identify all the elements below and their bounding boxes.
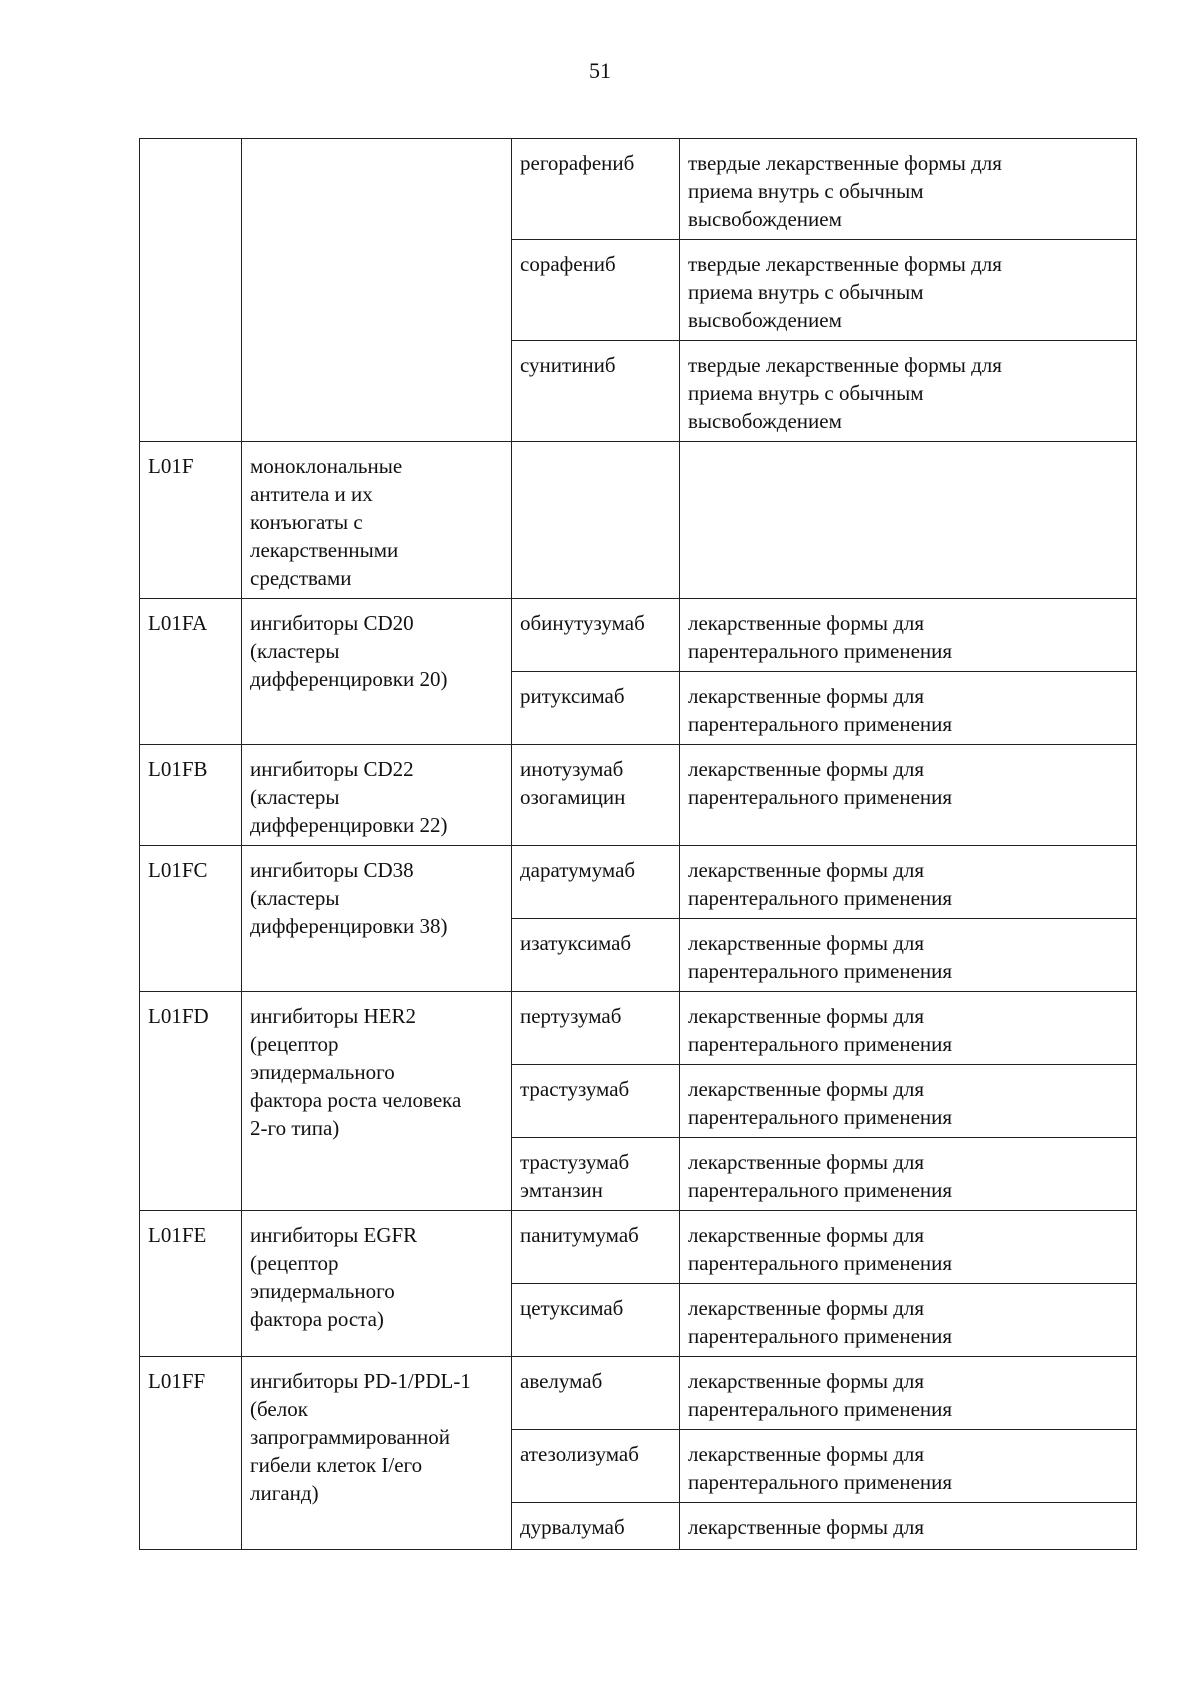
atc-code-cell: L01FA — [140, 599, 242, 745]
drug-name-cell: изатуксимаб — [512, 919, 680, 992]
atc-code-cell: L01FD — [140, 992, 242, 1211]
drug-name-cell: трастузумаб эмтанзин — [512, 1138, 680, 1211]
atc-code-cell: L01F — [140, 442, 242, 599]
group-name-cell: ингибиторы CD22 (кластеры дифференцировки 22) — [242, 745, 512, 846]
group-name-cell: ингибиторы EGFR (рецептор эпидермального фактора роста) — [242, 1211, 512, 1357]
drug-name-cell: инотузумаб озогамицин — [512, 745, 680, 846]
drug-name-cell: обинутузумаб — [512, 599, 680, 672]
drug-name-cell: панитумумаб — [512, 1211, 680, 1284]
dosage-form-cell: лекарственные формы для парентерального применения — [680, 992, 1137, 1065]
drug-name-cell: авелумаб — [512, 1357, 680, 1430]
dosage-form-cell: лекарственные формы для — [680, 1503, 1137, 1550]
drug-name-cell — [512, 442, 680, 599]
drug-table — [139, 138, 1137, 1550]
group-name-cell: моноклональные антитела и их конъюгаты с лекарственными средствами — [242, 442, 512, 599]
dosage-form-cell: лекарственные формы для парентерального применения — [680, 1138, 1137, 1211]
page-number: 51 — [589, 58, 611, 83]
group-name-cell: ингибиторы CD20 (кластеры дифференцировки 20) — [242, 599, 512, 745]
drug-name-cell: сунитиниб — [512, 341, 680, 442]
table-row — [140, 442, 1137, 599]
dosage-form-cell: лекарственные формы для парентерального применения — [680, 1430, 1137, 1503]
table-row — [140, 1211, 1137, 1284]
dosage-form-cell: лекарственные формы для парентерального применения — [680, 1065, 1137, 1138]
group-name-cell: ингибиторы CD38 (кластеры дифференцировки 38) — [242, 846, 512, 992]
table-row — [140, 846, 1137, 919]
group-name-cell: ингибиторы HER2 (рецептор эпидермального фактора роста человека 2-го типа) — [242, 992, 512, 1211]
atc-code-cell: L01FB — [140, 745, 242, 846]
dosage-form-cell: лекарственные формы для парентерального применения — [680, 846, 1137, 919]
dosage-form-cell: лекарственные формы для парентерального применения — [680, 1357, 1137, 1430]
atc-code-cell: L01FC — [140, 846, 242, 992]
drug-name-cell: атезолизумаб — [512, 1430, 680, 1503]
group-name-cell: ингибиторы PD-1/PDL-1 (белок запрограммированной гибели клеток I/его лиганд) — [242, 1357, 512, 1550]
drug-name-cell: ритуксимаб — [512, 672, 680, 745]
drug-name-cell: дурвалумаб — [512, 1503, 680, 1550]
dosage-form-cell: твердые лекарственные формы для приема внутрь с обычным высвобождением — [680, 240, 1137, 341]
dosage-form-cell: лекарственные формы для парентерального применения — [680, 1211, 1137, 1284]
drug-name-cell: даратумумаб — [512, 846, 680, 919]
drug-name-cell: пертузумаб — [512, 992, 680, 1065]
dosage-form-cell: твердые лекарственные формы для приема внутрь с обычным высвобождением — [680, 139, 1137, 240]
table-row — [140, 745, 1137, 846]
drug-name-cell: цетуксимаб — [512, 1284, 680, 1357]
atc-code-cell — [140, 139, 242, 442]
dosage-form-cell: лекарственные формы для парентерального применения — [680, 672, 1137, 745]
table-row — [140, 1357, 1137, 1430]
drug-name-cell: регорафениб — [512, 139, 680, 240]
dosage-form-cell: лекарственные формы для парентерального применения — [680, 919, 1137, 992]
drug-name-cell: сорафениб — [512, 240, 680, 341]
table-row — [140, 599, 1137, 672]
dosage-form-cell — [680, 442, 1137, 599]
dosage-form-cell: твердые лекарственные формы для приема внутрь с обычным высвобождением — [680, 341, 1137, 442]
drug-name-cell: трастузумаб — [512, 1065, 680, 1138]
dosage-form-cell: лекарственные формы для парентерального применения — [680, 599, 1137, 672]
group-name-cell — [242, 139, 512, 442]
atc-code-cell: L01FF — [140, 1357, 242, 1550]
dosage-form-cell: лекарственные формы для парентерального применения — [680, 745, 1137, 846]
table-row — [140, 992, 1137, 1065]
atc-code-cell: L01FE — [140, 1211, 242, 1357]
table-row — [140, 139, 1137, 240]
dosage-form-cell: лекарственные формы для парентерального применения — [680, 1284, 1137, 1357]
